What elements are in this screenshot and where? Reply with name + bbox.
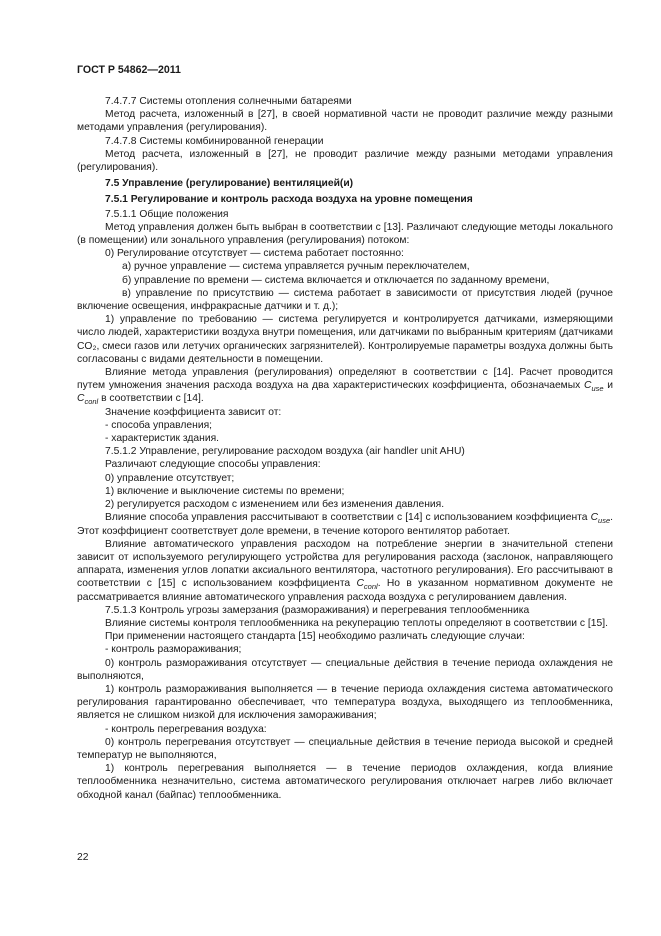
subsection-heading: 7.5.1 Регулирование и контроль расхода воздуха на уровне помещения (105, 194, 473, 206)
list-item: 0) контроль размораживания отсутствует — специальные действия в течение периода охлаждения не выполняются, (77, 657, 613, 682)
list-item: 0) управление отсутствует; (105, 472, 235, 484)
document-header: ГОСТ Р 54862—2011 (77, 64, 181, 76)
list-item: - контроль перегревания воздуха: (105, 723, 267, 735)
list-item: б) управление по времени — система включается и отключается по заданному времени, (122, 274, 550, 286)
paragraph: Влияние метода управления (регулирования) определяют в соответствии с [14]. Расчет проводится путем умножения значения расхода воздуха на два характеристических коэффициента, обозначаемых $C_{use}$ и $C_{conl}$ в соответствии с [14]. (77, 367, 613, 407)
paragraph: Метод расчета, изложенный в [27], не проводит различие между разными методами управления (регулирования). (77, 148, 613, 174)
paragraph: Метод управления должен быть выбран в соответствии с [13]. Различают следующие методы локального (в помещении) или зонального управления (регулирования) потоком: (77, 221, 613, 247)
list-item: а) ручное управление — система управляется ручным переключателем, (122, 261, 470, 273)
paragraph: Метод расчета, изложенный в [27], в своей нормативной части не проводит различие между разными методами управления (регулирования). (77, 109, 613, 134)
paragraph: 7.5.1.1 Общие положения (105, 208, 229, 220)
paragraph: Значение коэффициента зависит от: (105, 406, 282, 418)
page-number: 22 (77, 852, 89, 863)
list-item: - характеристик здания. (105, 433, 220, 445)
paragraph: При применении настоящего стандарта [15] необходимо различать следующие случаи: (105, 631, 525, 643)
list-item: - способа управления; (105, 419, 213, 431)
list-item: 0) Регулирование отсутствует — система работает постоянно: (105, 248, 404, 260)
paragraph: 7.5.1.3 Контроль угрозы замерзания (размораживания) и перегревания теплообменника (105, 604, 530, 616)
paragraph: 7.5.1.2 Управление, регулирование расходом воздуха (air handler unit AHU) (105, 446, 465, 458)
list-item: 2) регулируется расходом с изменением или без изменения давления. (105, 499, 445, 511)
paragraph: Различают следующие способы управления: (105, 459, 321, 471)
list-item: 1) контроль размораживания выполняется — в течение периода охлаждения система автоматического регулирования гарантированно обеспечивает, что температура воздуха, выходящего из теплообменника, является не слишком низкой для исключения замораживания; (77, 683, 613, 722)
list-item: 0) контроль перегревания отсутствует — специальные действия в течение периода высокой и средней температур не выполняются, (77, 736, 613, 761)
list-item: в) управление по присутствию — система работает в зависимости от присутствия людей (ручное включение освещения, инфракрасные датчики и т. д.); (77, 287, 613, 313)
list-item: - контроль размораживания; (105, 644, 242, 656)
paragraph: Влияние автоматического управления расходом на потребление энергии в значительной степени зависит от используемого регулирующего устройства для регулирования расхода (заслонок, направляющего аппарата, изменения углов лопатки аксиального вентилятора, частотного регулирования). Его рассчитывают в соответствии с [15] с использованием коэффициента $C_{conl}$. Но в указанном нормативном документе не рассматривается влияние автоматического управления расхода воздуха с регулированием давления. (77, 538, 613, 603)
document-body (77, 95, 613, 802)
paragraph: 7.4.7.7 Системы отопления солнечными батареями (105, 96, 352, 107)
list-item: 1) контроль перегревания выполняется — в течение периодов охлаждения, когда влияние теплообменника незначительно, система автоматического регулирования отключает нагрев либо включает обходной канал (байпас) теплообменника. (77, 763, 613, 801)
paragraph: Влияние системы контроля теплообменника на рекуперацию теплоты определяют в соответствии с [15]. (105, 617, 608, 629)
list-item: 1) включение и выключение системы по времени; (105, 485, 345, 497)
section-heading: 7.5 Управление (регулирование) вентиляцией(и) (105, 178, 354, 190)
list-item: 1) управление по требованию — система регулируется и контролируется датчиками, измеряющими число людей, характеристики воздуха внутри помещения, или датчиками по выбранным критериям (датчиками CO₂, смеси газов или летучих органических загрязнителей). Контролируемые параметры воздуха должны быть согласованы с видами деятельности в помещении. (77, 314, 613, 365)
paragraph: Влияние способа управления рассчитывают в соответствии с [14] с использованием коэффициента $C_{use}$. Этот коэффициент соответствует доле времени, в течение которого вентилятор работает. (77, 512, 613, 537)
paragraph: 7.4.7.8 Системы комбинированной генерации (105, 135, 324, 147)
